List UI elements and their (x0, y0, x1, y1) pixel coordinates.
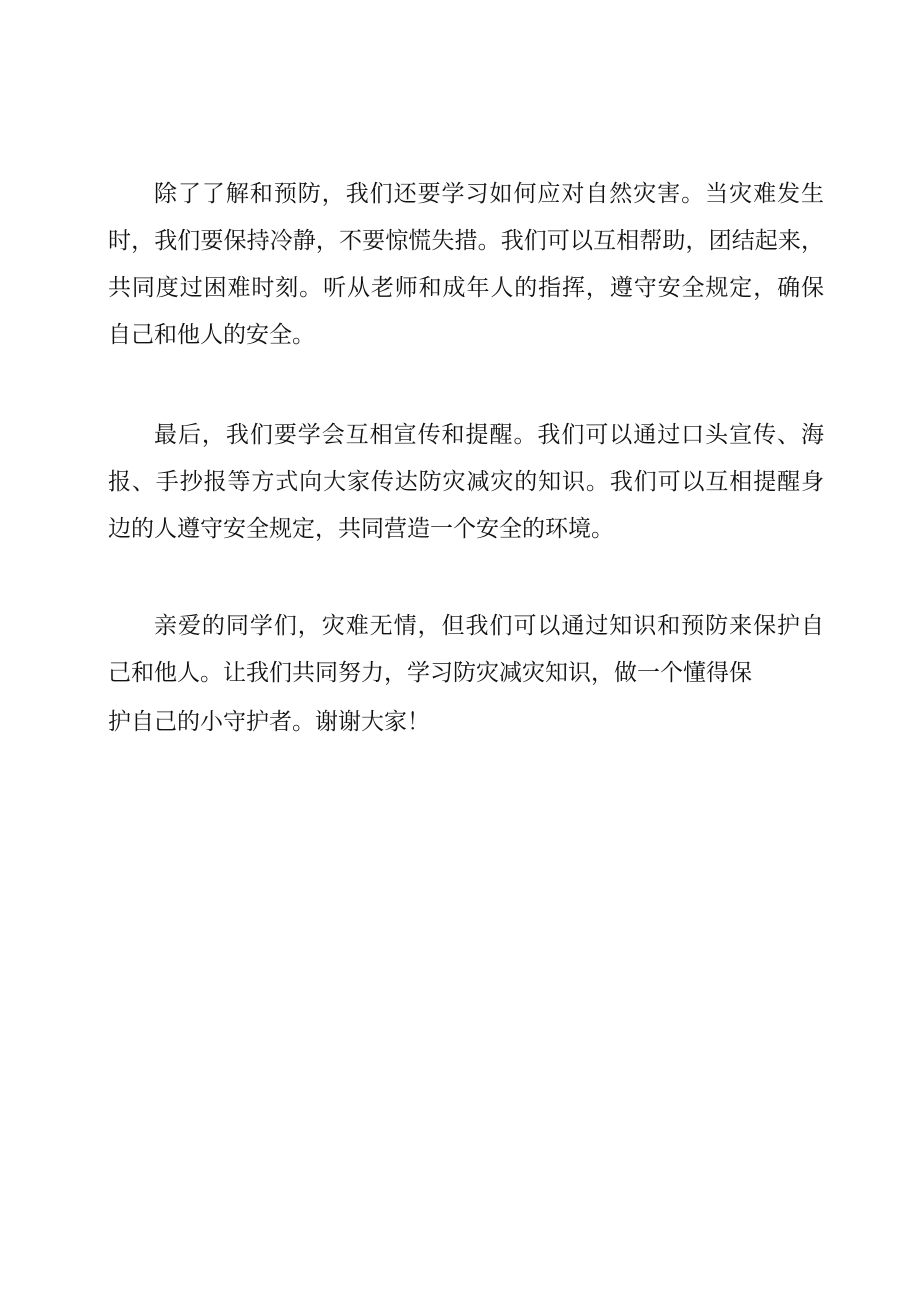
paragraph-line: 报、手抄报等方式向大家传达防灾减灾的知识。我们可以互相提醒身 (108, 469, 824, 495)
paragraph-line: 护自己的小守护者。谢谢大家！ (108, 709, 430, 735)
paragraph-promotion (108, 412, 824, 553)
paragraph-line: 边的人遵守安全规定，共同营造一个安全的环境。 (108, 516, 614, 542)
paragraph-line: 除了了解和预防，我们还要学习如何应对自然灾害。当灾难发生 (154, 181, 824, 207)
paragraph-line: 时，我们要保持冷静，不要惊慌失措。我们可以互相帮助，团结起来， (108, 228, 824, 254)
paragraph-line: 己和他人。让我们共同努力，学习防灾减灾知识，做一个懂得保 (108, 660, 752, 686)
paragraph-line: 共同度过困难时刻。听从老师和成年人的指挥，遵守安全规定，确保 (108, 275, 824, 301)
paragraph-closing (108, 603, 824, 746)
paragraph-line: 最后，我们要学会互相宣传和提醒。我们可以通过口头宣传、海 (154, 422, 824, 448)
paragraph-disaster-response (108, 171, 824, 359)
paragraph-line: 亲爱的同学们，灾难无情，但我们可以通过知识和预防来保护自 (154, 613, 824, 639)
paragraph-line: 自己和他人的安全。 (108, 322, 315, 348)
